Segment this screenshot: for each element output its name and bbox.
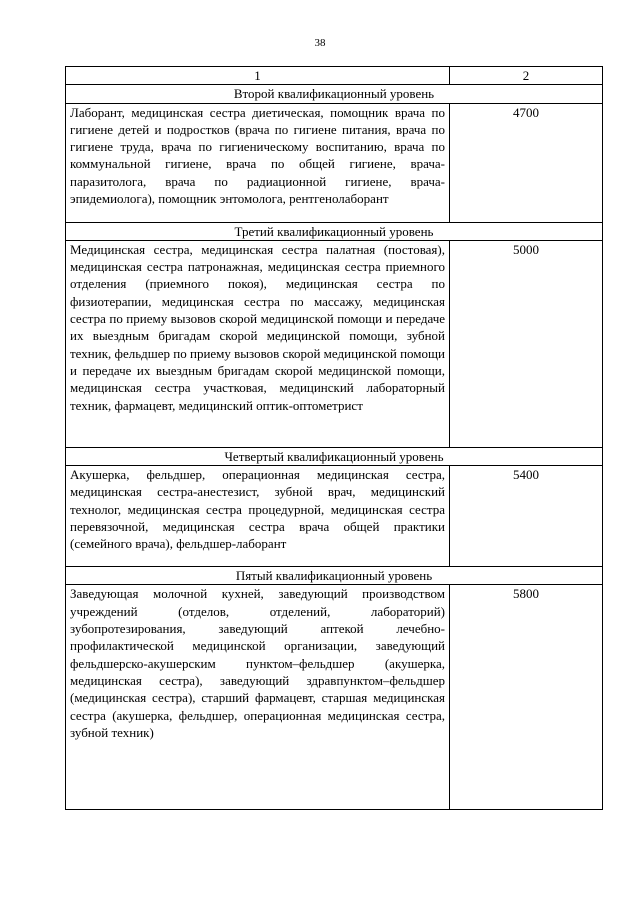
column-header-2: 2 xyxy=(450,67,603,85)
table-row xyxy=(66,103,603,222)
page-number: 38 xyxy=(314,37,326,49)
column-header-1: 1 xyxy=(66,67,450,85)
positions-cell: Медицинская сестра, медицинская сестра палатная (постовая), медицинская сестра патронажная, медицинская сестра приемного отделения (приемного покоя), медицинская сестра по физиотерапии, медицинская сестра по массажу, медицинская сестра по приему вызовов скорой медицинской помощи и передаче их выездным бригадам скорой медицинской помощи, зубной техник, фельдшер по приему вызовов скорой медицинской помощи и передаче их выездным бригадам скорой медицинской помощи, медицинская сестра участковая, медицинский лабораторный техник, фармацевт, медицинский оптик-оптометрист xyxy=(66,240,450,447)
table-row xyxy=(66,466,603,567)
table-row xyxy=(66,585,603,810)
level-heading: Третий квалификационный уровень xyxy=(66,222,603,240)
level-row xyxy=(66,447,603,465)
level-heading: Второй квалификационный уровень xyxy=(66,85,603,103)
level-row xyxy=(66,567,603,585)
level-row xyxy=(66,85,603,103)
salary-cell: 5400 xyxy=(450,466,603,567)
positions-cell: Заведующая молочной кухней, заведующий производством учреждений (отделов, отделений, лабораторий) зубопротезирования, заведующий аптекой лечебно-профилактической медицинской организации, заведующий фельдшерско-акушерским пунктом–фельдшер (акушерка, медицинская сестра), заведующий здравпунктом–фельдшер (медицинская сестра), старший фармацевт, старшая медицинская сестра (акушерка, фельдшер, операционная медицинская сестра, зубной техник) xyxy=(66,585,450,810)
level-heading: Пятый квалификационный уровень xyxy=(66,567,603,585)
qualification-table xyxy=(65,66,603,810)
table-header-row xyxy=(66,67,603,85)
salary-cell: 5800 xyxy=(450,585,603,810)
salary-cell: 4700 xyxy=(450,103,603,222)
level-row xyxy=(66,222,603,240)
level-heading: Четвертый квалификационный уровень xyxy=(66,447,603,465)
positions-cell: Акушерка, фельдшер, операционная медицинская сестра, медицинская сестра-анестезист, зубной врач, медицинский технолог, медицинская сестра процедурной, медицинская сестра перевязочной, медицинская сестра врача общей практики (семейного врача), фельдшер-лаборант xyxy=(66,466,450,567)
positions-cell: Лаборант, медицинская сестра диетическая, помощник врача по гигиене детей и подростков (врача по гигиене питания, врача по гигиене труда, врача по гигиеническому воспитанию, врача по коммунальной гигиене, врача по общей гигиене, врача-паразитолога, врача по радиационной гигиене, врача-эпидемиолога), помощник энтомолога, рентгенолаборант xyxy=(66,103,450,222)
table-row xyxy=(66,240,603,447)
salary-cell: 5000 xyxy=(450,240,603,447)
